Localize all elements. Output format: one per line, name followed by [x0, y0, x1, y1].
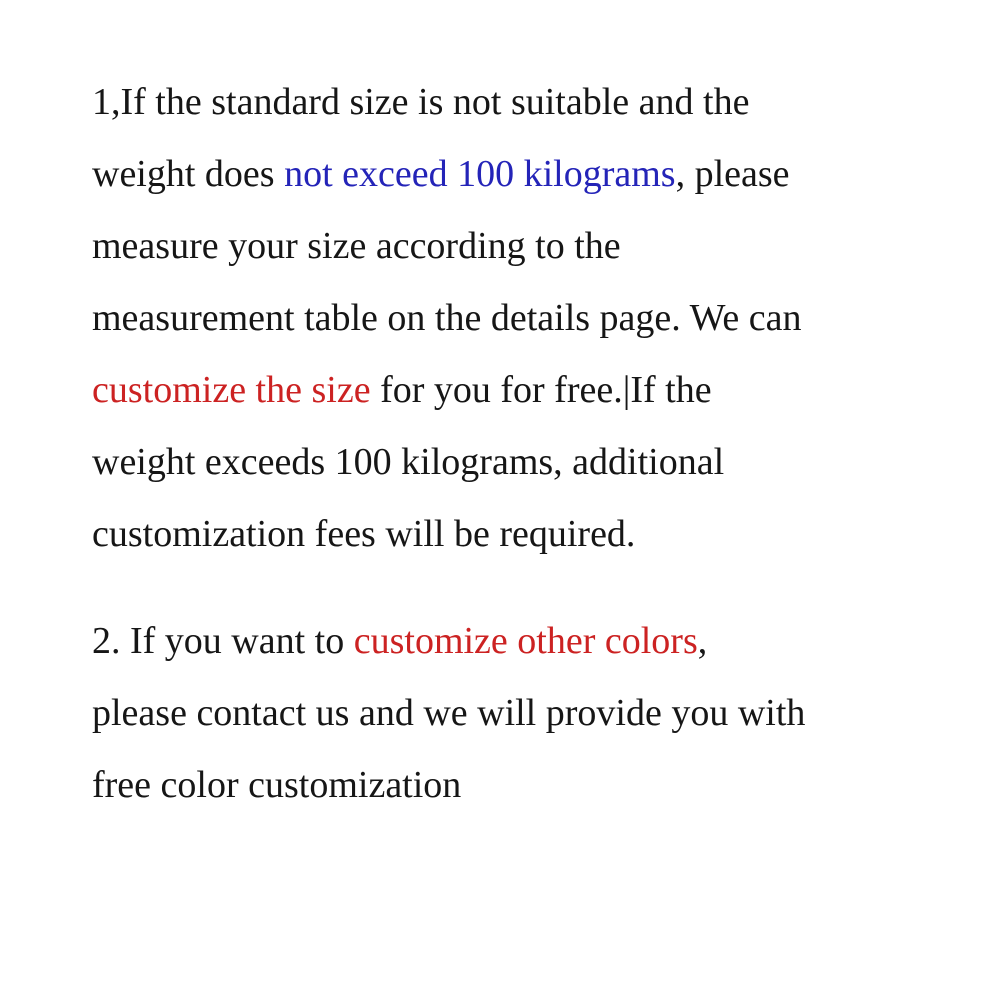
- text-line: [92, 138, 930, 210]
- text-line: [92, 605, 930, 677]
- text-line: [92, 66, 930, 138]
- text-segment: weight does: [92, 153, 285, 195]
- text-segment: measurement table on the details page. We can: [92, 297, 802, 339]
- text-line: [92, 210, 930, 282]
- text-segment: ,: [697, 620, 708, 662]
- text-segment: please contact us and we will provide you with: [92, 692, 806, 734]
- text-line: [92, 354, 930, 426]
- highlight-customize-size: customize the size: [92, 369, 371, 411]
- text-line: [92, 498, 930, 570]
- text-line: [92, 677, 930, 749]
- paragraph-color-customization: [92, 605, 930, 821]
- text-segment: customization fees will be required.: [92, 513, 636, 555]
- highlight-customize-colors: customize other colors: [353, 620, 698, 662]
- text-line: [92, 749, 930, 821]
- text-segment: measure your size according to the: [92, 225, 621, 267]
- text-segment: If the: [630, 369, 712, 411]
- text-line: [92, 282, 930, 354]
- highlight-weight-limit: not exceed 100 kilograms: [284, 153, 676, 195]
- text-segment: , please: [675, 153, 790, 195]
- paragraph-size-customization: [92, 66, 930, 570]
- text-segment: for you for free.: [370, 369, 623, 411]
- text-segment: 2. If you want to: [92, 620, 354, 662]
- text-segment: free color customization: [92, 764, 462, 806]
- text-segment: 1,If the standard size is not suitable and the: [92, 81, 750, 123]
- text-line: [92, 426, 930, 498]
- text-caret: |: [622, 369, 631, 411]
- text-segment: weight exceeds 100 kilograms, additional: [92, 441, 725, 483]
